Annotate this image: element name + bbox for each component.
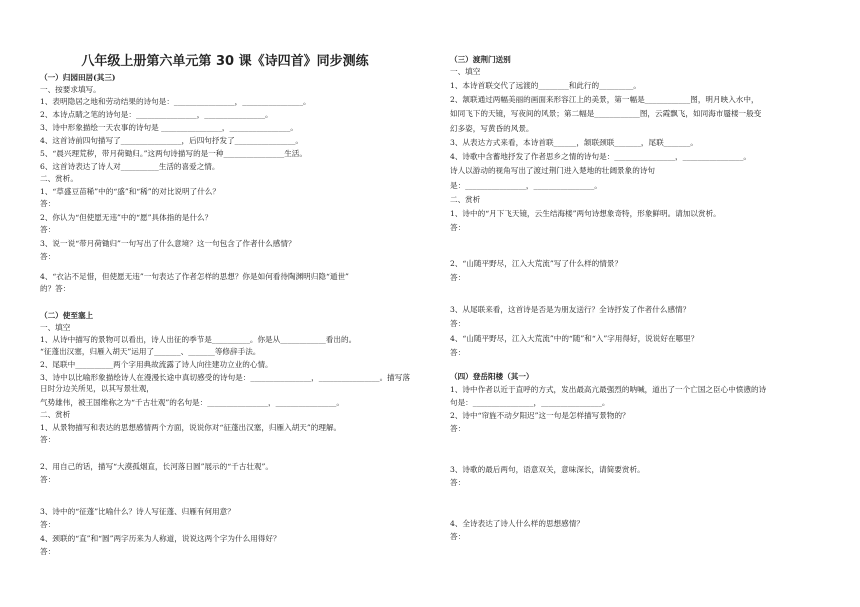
question-line: 4、全诗表达了诗人什么样的思想感情？ [450, 519, 584, 528]
question-line: 一、填空 [40, 323, 71, 332]
question-line: 是：________________，________________。 [450, 181, 602, 190]
question-line: 1、从景物描写和表达的思想感情两个方面，说说你对“征蓬出汉塞，归雁入胡天”的理解。 [40, 423, 342, 432]
question-line: 4、颈联的“直”和“圆”两字历来为人称道，说说这两个字为什么用得好？ [40, 534, 281, 543]
question-line: 2、本诗点睛之笔的诗句是：________________，________________。 [40, 110, 273, 119]
question-line: 3、诗中以比喻形象描绘诗人在漫漫长途中真切感受的诗句是：________________，________________。描写落日时分边关所见，以其写景壮观， [40, 373, 410, 394]
section-heading: （一）归园田居(其三) [40, 73, 116, 82]
question-line: 答： [40, 547, 56, 556]
question-line: 2、用自己的话，描写“大漠孤烟直，长河落日圆”展示的“千古壮观”。 [40, 462, 273, 471]
question-line: 气势雄伟，被王国维称之为“千古壮观”的名句是：________________，________________。 [40, 398, 344, 407]
question-line: 3、诗中的“征蓬”比喻什么？诗人写征蓬、归雁有何用意？ [40, 507, 235, 516]
question-line: 2、颔联通过两幅美丽的画面来形容江上的美景，第一幅是____________图，明月映入水中， [450, 95, 759, 104]
question-line: 如同飞下的天镜，写夜间的风景；第二幅是____________图，云霞飘飞，如同海市蜃楼一般变 [450, 109, 762, 118]
question-line: 3、从表达方式来看，本诗首联______，颔联颈联_______，尾联_______。 [450, 138, 698, 147]
question-line: 答： [450, 424, 466, 433]
question-line: 4、“山随平野尽，江入大荒流”中的“随”和“入”字用得好，说说好在哪里？ [450, 334, 699, 343]
question-line: 1、本诗首联交代了远渡的________和此行的_________。 [450, 81, 641, 90]
question-line: 答： [40, 435, 56, 444]
question-line: 二、赏析 [40, 410, 71, 419]
question-line: 3、说一说“带月荷锄归”一句写出了什么意境？这一句包含了作者什么感情？ [40, 239, 296, 248]
question-line: 答： [450, 478, 466, 487]
question-line: “征蓬出汉塞，归雁入胡天”运用了_______、_______等修辞手法。 [40, 347, 261, 356]
question-line: 二、赏析 [450, 195, 481, 204]
section-heading: （四）登岳阳楼（其一） [450, 372, 534, 381]
question-line: 6、这首诗表达了诗人对__________生活的喜爱之情。 [40, 162, 220, 171]
section-heading: （三）渡荆门送别 [450, 55, 511, 64]
question-line: 答： [450, 223, 466, 232]
question-line: 1、表明隐居之地和劳动结果的诗句是：________________，________________。 [40, 97, 311, 106]
question-line: 4、这首诗前四句描写了________________，后四句抒发了________________。 [40, 136, 304, 145]
section-heading: （二）使至塞上 [40, 311, 94, 320]
page-title: 八年级上册第六单元第 30 课《诗四首》同步测练 [81, 54, 369, 69]
question-line: 4、诗歌中含蓄地抒发了作者思乡之情的诗句是：________________，________________。 [450, 152, 751, 161]
question-line: 1、从诗中描写的景物可以看出，诗人出征的季节是__________。你是从____________看出的。 [40, 335, 357, 344]
question-line: 2、诗中“帘旌不动夕阳迟”这一句是怎样描写景物的？ [450, 411, 630, 420]
question-line: 2、尾联中__________两个字用典故流露了诗人向往建功立业的心情。 [40, 360, 273, 369]
question-line: 3、从尾联来看，这首诗是否是为朋友送行？全诗抒发了作者什么感情？ [450, 305, 691, 314]
question-line: 3、诗歌的最后两句，语意双关，意味深长，请简要赏析。 [450, 465, 645, 474]
question-line: 答： [40, 520, 56, 529]
question-line: 4、“衣沾不足惜，但使愿无违”一句表达了作者怎样的思想？你是如何看待陶渊明归隐“遁世” [40, 272, 349, 281]
question-line: 诗人以游动的视角写出了渡过荆门进入楚地的壮阔景象的诗句 [450, 166, 656, 175]
question-line: 答： [40, 252, 56, 261]
question-line: 1、诗中的“月下飞天镜，云生结海楼”两句诗想象奇特，形象鲜明。请加以赏析。 [450, 209, 721, 218]
question-line: 一、按要求填写。 [40, 85, 101, 94]
question-line: 二、赏析。 [40, 174, 78, 183]
question-line: 5、“晨兴理荒秽，带月荷锄归。”这两句诗描写的是一种________________生活。 [40, 149, 307, 158]
question-line: 答： [450, 348, 466, 357]
question-line: 答： [40, 475, 56, 484]
question-line: 答： [450, 319, 466, 328]
question-line: 句是：________________，________________。 [450, 398, 610, 407]
question-line: 答： [450, 273, 466, 282]
question-line: 幻多姿，写黄昏的风景。 [450, 124, 534, 133]
question-line: 一、填空 [450, 67, 481, 76]
question-line: 2、“山随平野尽，江入大荒流”写了什么样的情景？ [450, 259, 623, 268]
question-line: 3、诗中形象描绘一天农事的诗句是 ________________，________________。 [40, 123, 298, 132]
question-line: 1、诗中作者以近于直呼的方式，发出最高亢最强烈的呐喊，道出了一个亡国之臣心中愤懑的诗 [450, 385, 767, 394]
question-line: 答： [450, 532, 466, 541]
question-line: 的？答： [40, 284, 71, 293]
question-line: 答： [40, 199, 56, 208]
question-line: 1、“草盛豆苗稀”中的“盛”和“稀”的对比说明了什么？ [40, 187, 220, 196]
question-line: 答： [40, 225, 56, 234]
question-line: 2、你认为“但使愿无违”中的“愿”具体指的是什么？ [40, 213, 213, 222]
